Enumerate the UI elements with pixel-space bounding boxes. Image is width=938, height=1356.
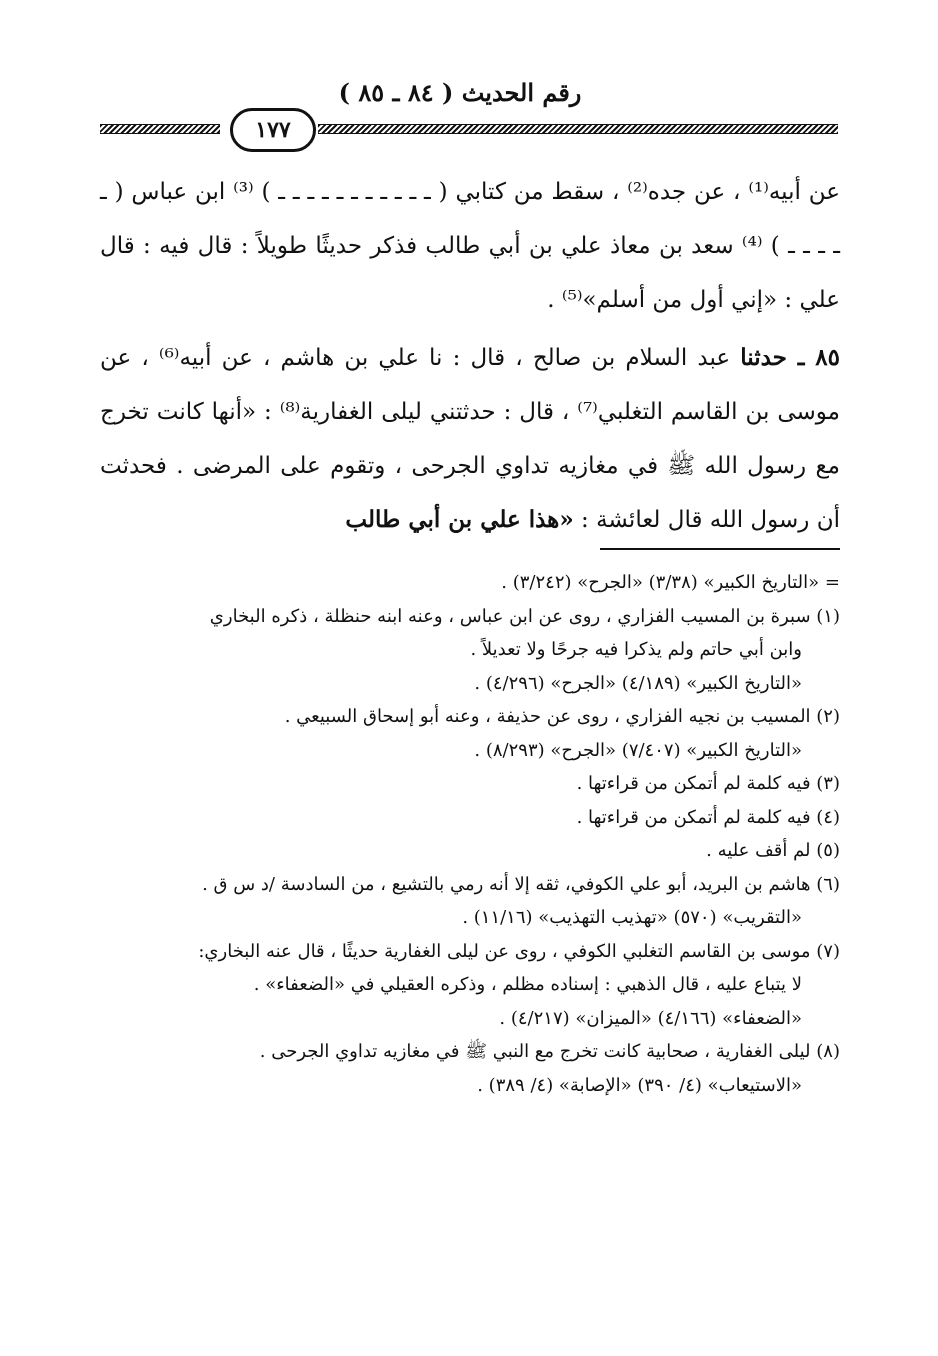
- footnote-separator: [600, 548, 840, 550]
- footnote-8: [100, 1035, 840, 1102]
- footnote-1-line-3: «التاريخ الكبير» (٤/١٨٩) «الجرح» (٤/٢٩٦) .: [474, 672, 802, 694]
- footnote-continuation: = «التاريخ الكبير» (٣/٣٨) «الجرح» (٣/٢٤٢) .: [501, 572, 840, 593]
- paragraph-hadith-84-end: عن أبيه⁽¹⁾ ، عن جده⁽²⁾ ، سقط من كتابي ( ـ ـ ـ ـ ـ ـ ـ ـ ـ ـ ـ ) ⁽³⁾ ابن عباس ( ـ ـ ـ ـ ـ ) ⁽⁴⁾ سعد بن معاذ علي بن أبي طالب فذكر حديثًا طويلاً : قال فيه : قال علي : «إني أول من أسلم»⁽⁵⁾ .: [100, 179, 840, 313]
- hadith-number: ٨٥ ـ حدثنا: [740, 344, 840, 371]
- hadith-85-bold-end: «هذا علي بن أبي طالب: [345, 506, 574, 533]
- hadith-85-text: عبد السلام بن صالح ، قال : نا علي بن هاشم ، عن أبيه⁽⁶⁾ ، عن موسى بن القاسم التغلبي⁽⁷⁾ ، قال : حدثتني ليلى الغفارية⁽⁸⁾ : «أنها كانت تخرج مع رسول الله ﷺ في مغازيه تداوي الجرحى ، وتقوم على المرضى . فحدثت أن رسول الله قال لعائشة :: [100, 345, 840, 533]
- footnote-2: [100, 700, 840, 767]
- footnote-1-line-1: (١) سبرة بن المسيب الفزاري ، روى عن ابن عباس ، وعنه ابنه حنظلة ، ذكره البخاري: [209, 605, 840, 627]
- footnote-1: [100, 600, 840, 701]
- main-text: [100, 165, 840, 551]
- footnote-7: [100, 935, 840, 1036]
- footnote-8-line-2: «الاستيعاب» (٤/ ٣٩٠) «الإصابة» (٤/ ٣٨٩) .: [477, 1074, 802, 1096]
- footnote-6: [100, 868, 840, 935]
- footnote-7-line-1: (٧) موسى بن القاسم التغلبي الكوفي ، روى عن ليلى الغفارية حديثًا ، قال عنه البخاري:: [198, 940, 840, 962]
- footnote-4: (٤) فيه كلمة لم أتمكن من قراءتها .: [576, 806, 840, 828]
- footnote-6-line-2: «التقريب» (٥٧٠) «تهذيب التهذيب» (١١/١٦) .: [462, 907, 802, 928]
- footnote-3: (٣) فيه كلمة لم أتمكن من قراءتها .: [576, 773, 840, 794]
- header-rule-right: [318, 124, 838, 134]
- footnote-7-line-2: لا يتباع عليه ، قال الذهبي : إسناده مظلم ، وذكره العقيلي في «الضعفاء» .: [253, 974, 802, 995]
- footnote-7-line-3: «الضعفاء» (٤/١٦٦) «الميزان» (٤/٢١٧) .: [499, 1007, 802, 1029]
- header-rule-left: [100, 124, 220, 134]
- page-number: ١٧٧: [230, 108, 316, 152]
- footnote-2-line-1: (٢) المسيب بن نجيه الفزاري ، روى عن حذيفة ، وعنه أبو إسحاق السبيعي .: [284, 706, 840, 727]
- footnote-1-line-2: وابن أبي حاتم ولم يذكرا فيه جرحًا ولا تعديلاً .: [470, 639, 802, 660]
- page-header-title: رقم الحديث ( ٨٤ ـ ٨٥ ): [338, 78, 582, 107]
- paragraph-hadith-85: [100, 331, 840, 547]
- footnote-5: (٥) لم أقف عليه .: [706, 840, 840, 861]
- footnotes: [100, 566, 840, 1102]
- footnote-8-line-1: (٨) ليلى الغفارية ، صحابية كانت تخرج مع النبي ﷺ في مغازيه تداوي الجرحى .: [259, 1041, 840, 1062]
- footnote-2-line-2: «التاريخ الكبير» (٧/٤٠٧) «الجرح» (٨/٢٩٣) .: [474, 739, 802, 761]
- footnote-6-line-1: (٦) هاشم بن البريد، أبو علي الكوفي، ثقه إلا أنه رمي بالتشيع ، من السادسة /د س ق .: [202, 873, 840, 895]
